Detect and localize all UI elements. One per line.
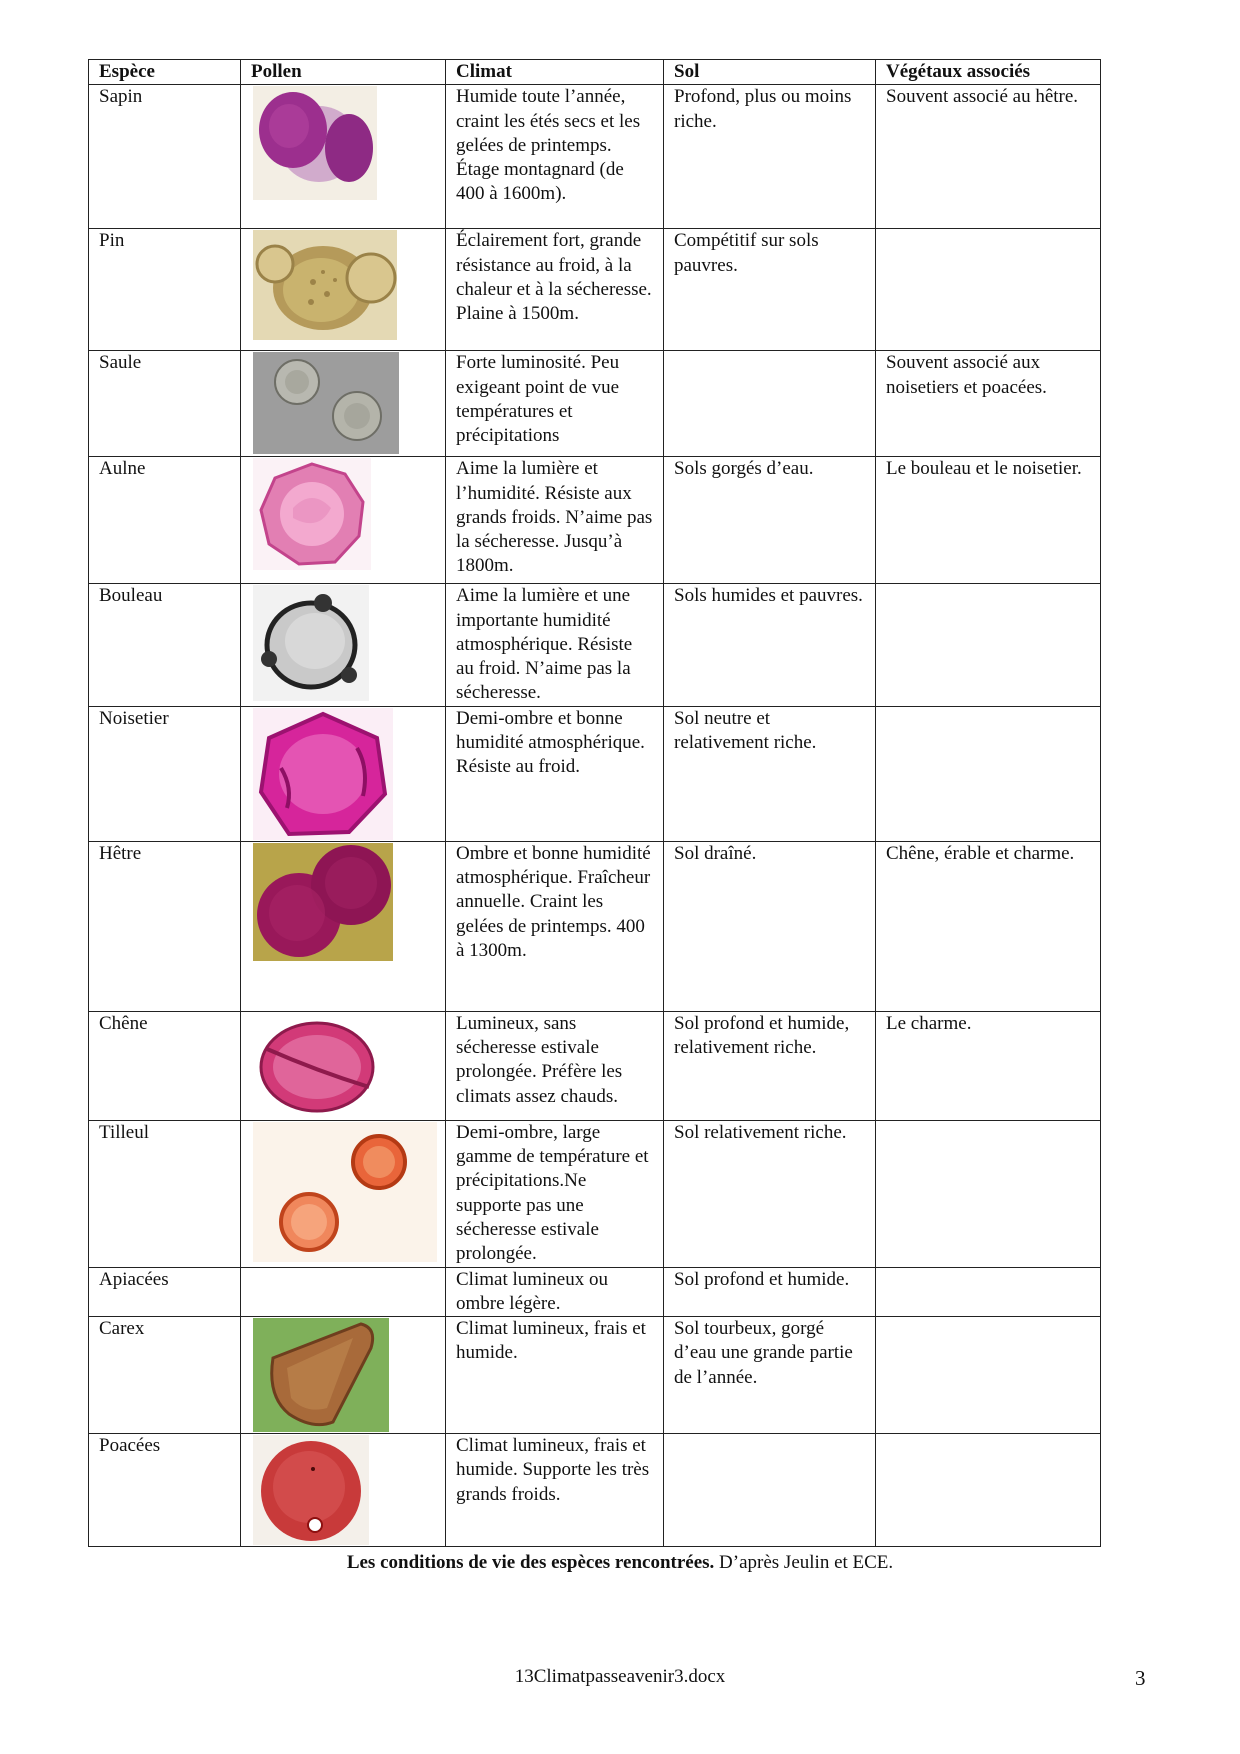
cell-espece: Pin <box>89 229 241 351</box>
cell-espece: Aulne <box>89 457 241 584</box>
cell-sol: Sol relativement riche. <box>664 1120 876 1267</box>
cell-climat: Aime la lumière et l’humidité. Résiste aux grands froids. N’aime pas la sécheresse. Jusqu’à 1800m. <box>446 457 664 584</box>
table-row <box>89 1317 1101 1434</box>
table-caption <box>0 1552 1240 1574</box>
page-number: 3 <box>1135 1666 1146 1690</box>
cell-climat: Ombre et bonne humidité atmosphérique. Fraîcheur annuelle. Craint les gelées de printemps. 400 à 1300m. <box>446 841 664 1011</box>
cell-sol: Compétitif sur sols pauvres. <box>664 229 876 351</box>
cell-espece: Tilleul <box>89 1120 241 1267</box>
cell-sol: Profond, plus ou moins riche. <box>664 85 876 229</box>
cell-vegetaux: Souvent associé au hêtre. <box>876 85 1101 229</box>
cell-climat: Lumineux, sans sécheresse estivale prolongée. Préfère les climats assez chauds. <box>446 1011 664 1120</box>
cell-vegetaux <box>876 584 1101 706</box>
header-pollen: Pollen <box>241 60 446 85</box>
table-row <box>89 841 1101 1011</box>
beech-pollen-grain-icon <box>253 843 393 961</box>
cell-climat: Forte luminosité. Peu exigeant point de vue températures et précipitations <box>446 351 664 457</box>
table-header-row <box>89 60 1101 85</box>
cell-vegetaux: Le bouleau et le noisetier. <box>876 457 1101 584</box>
table-row <box>89 351 1101 457</box>
cell-espece: Poacées <box>89 1434 241 1547</box>
cell-sol: Sols humides et pauvres. <box>664 584 876 706</box>
cell-sol: Sol neutre et relativement riche. <box>664 706 876 841</box>
cell-espece: Noisetier <box>89 706 241 841</box>
cell-vegetaux <box>876 1434 1101 1547</box>
table-row <box>89 1267 1101 1317</box>
sedge-pollen-grain-icon <box>253 1318 389 1432</box>
cell-vegetaux: Chêne, érable et charme. <box>876 841 1101 1011</box>
caption-source: D’après Jeulin et ECE. <box>714 1552 894 1573</box>
cell-sol <box>664 351 876 457</box>
table-row <box>89 1120 1101 1267</box>
cell-espece: Apiacées <box>89 1267 241 1317</box>
cell-climat: Climat lumineux, frais et humide. Supporte les très grands froids. <box>446 1434 664 1547</box>
header-vegetaux: Végétaux associés <box>876 60 1101 85</box>
cell-sol: Sol profond et humide. <box>664 1267 876 1317</box>
birch-pollen-grain-icon <box>253 585 369 701</box>
cell-espece: Sapin <box>89 85 241 229</box>
cell-vegetaux <box>876 1120 1101 1267</box>
table-row <box>89 457 1101 584</box>
cell-espece: Carex <box>89 1317 241 1434</box>
cell-vegetaux <box>876 1317 1101 1434</box>
cell-sol: Sol draîné. <box>664 841 876 1011</box>
cell-espece: Bouleau <box>89 584 241 706</box>
cell-sol <box>664 1434 876 1547</box>
cell-espece: Saule <box>89 351 241 457</box>
cell-climat: Aime la lumière et une importante humidité atmosphérique. Résiste au froid. N’aime pas la sécheresse. <box>446 584 664 706</box>
alder-pollen-grain-icon <box>253 458 371 570</box>
table-row <box>89 584 1101 706</box>
oak-pollen-grain-icon <box>253 1013 383 1117</box>
cell-sol: Sol profond et humide, relativement riche. <box>664 1011 876 1120</box>
cell-vegetaux: Le charme. <box>876 1011 1101 1120</box>
fir-pollen-grain-icon <box>253 86 377 200</box>
cell-espece: Hêtre <box>89 841 241 1011</box>
cell-climat: Éclairement fort, grande résistance au froid, à la chaleur et à la sécheresse. Plaine à 1500m. <box>446 229 664 351</box>
grass-pollen-grain-icon <box>253 1435 369 1545</box>
cell-sol: Sols gorgés d’eau. <box>664 457 876 584</box>
pine-pollen-grain-icon <box>253 230 397 340</box>
cell-espece: Chêne <box>89 1011 241 1120</box>
cell-climat: Humide toute l’année, craint les étés secs et les gelées de printemps. Étage montagnard (de 400 à 1600m). <box>446 85 664 229</box>
header-climat: Climat <box>446 60 664 85</box>
header-sol: Sol <box>664 60 876 85</box>
cell-climat: Demi-ombre et bonne humidité atmosphérique. Résiste au froid. <box>446 706 664 841</box>
cell-climat: Climat lumineux, frais et humide. <box>446 1317 664 1434</box>
table-row <box>89 706 1101 841</box>
linden-pollen-grain-icon <box>253 1122 437 1262</box>
cell-sol: Sol tourbeux, gorgé d’eau une grande partie de l’année. <box>664 1317 876 1434</box>
hazel-pollen-grain-icon <box>253 708 393 840</box>
species-table <box>88 59 1101 1547</box>
cell-vegetaux <box>876 706 1101 841</box>
table-row <box>89 85 1101 229</box>
cell-vegetaux: Souvent associé aux noisetiers et poacées. <box>876 351 1101 457</box>
willow-pollen-grain-icon <box>253 352 399 454</box>
cell-vegetaux <box>876 1267 1101 1317</box>
cell-climat: Climat lumineux ou ombre légère. <box>446 1267 664 1317</box>
cell-climat: Demi-ombre, large gamme de température et précipitations.Ne supporte pas une sécheresse estivale prolongée. <box>446 1120 664 1267</box>
table-row <box>89 229 1101 351</box>
table-row <box>89 1434 1101 1547</box>
cell-pollen-empty <box>241 1267 446 1317</box>
cell-vegetaux <box>876 229 1101 351</box>
caption-bold: Les conditions de vie des espèces rencontrées. <box>346 1552 715 1573</box>
table-row <box>89 1011 1101 1120</box>
header-espece: Espèce <box>89 60 241 85</box>
footer-filename: 13Climatpasseavenir3.docx <box>514 1666 726 1687</box>
